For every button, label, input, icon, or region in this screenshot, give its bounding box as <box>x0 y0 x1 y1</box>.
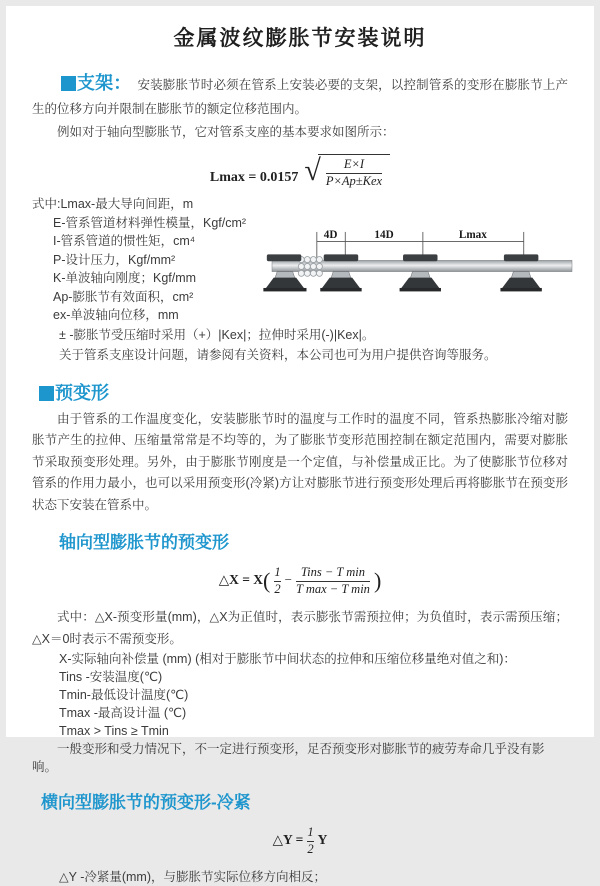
lateral-subheading: 横向型膨胀节的预变形-冷紧 <box>41 793 251 813</box>
page-title: 金属波纹膨胀节安装说明 <box>173 27 427 50</box>
definition-line: 式中:Lmax-最大导向间距，m <box>32 197 194 212</box>
formula-lateral-lhs: △Y = <box>272 832 304 848</box>
dim-label-14d: 14D <box>374 229 394 242</box>
definition-line: Ap-膨胀节有效面积，cm² <box>53 289 194 304</box>
axial-explain: 式中：△X-预变形量(mm)，△X为正值时，表示膨张节需预拉伸；为负值时，表示需预压缩；△X＝0时表示不需预变形。 <box>32 610 568 646</box>
plus-minus-note: ± -膨胀节受压缩时采用（+）|Kex|；拉伸时采用(-)|Kex|。 <box>59 327 375 342</box>
axial-definition-line: Tmax -最高设计温 (℃) <box>59 706 187 721</box>
definition-line: P-设计压力，Kgf/mm² <box>53 252 176 267</box>
axial-subheading: 轴向型膨胀节的预变形 <box>59 533 229 553</box>
bellows-icon <box>298 257 322 277</box>
pipe-support-guide <box>500 255 541 292</box>
half-fraction: $\frac{1}{2}$ <box>274 565 281 596</box>
pipe-support-diagram-svg <box>272 221 572 317</box>
document-page <box>6 6 594 884</box>
formula-axial <box>32 565 568 597</box>
half-fraction: $\frac{1}{2}$ <box>307 825 314 857</box>
temperature-fraction: $\frac{\text{Tins − T min}}{\text{T max − T min}}$ <box>295 565 370 596</box>
paren-open: ( <box>263 568 271 594</box>
pipe-support-guide <box>400 255 441 292</box>
blue-square-icon <box>39 386 54 401</box>
support-intro-paragraph <box>32 68 568 120</box>
paren-close: ) <box>373 568 382 594</box>
section-heading-predeform <box>39 379 568 405</box>
axial-note: 一般变形和受力情况下，不一定进行预变形，足否预变形对膨胀节的疲劳寿命几乎没有影响。 <box>32 742 545 775</box>
formula-lmax-lhs: Lmax = 0.0157 <box>209 170 299 186</box>
definition-line: ex-单波轴向位移，mm <box>53 308 179 323</box>
dim-label-lmax: Lmax <box>458 229 487 242</box>
definition-line: I-管系管道的惯性矩，cm⁴ <box>53 234 196 249</box>
sqrt-radical <box>304 154 390 189</box>
lateral-definition-line: △Y -冷紧量(mm)，与膨胀节实际位移方向相反； <box>59 869 327 884</box>
section-heading-support <box>61 73 132 93</box>
formula-lateral <box>32 825 568 857</box>
formula-lateral-rhs: Y <box>317 832 328 848</box>
radical-sign-icon: √ <box>304 154 321 188</box>
symbol-definitions-list <box>32 195 272 325</box>
definitions-and-diagram-row <box>32 195 568 325</box>
support-intro-text: 安装膨胀节时必须在管系上安装必要的支架，以控制管系的变形在膨胀节上产生的位移方向并限制在膨胀节的额定位移范围内。 <box>32 78 568 116</box>
pipe-support-guide <box>320 255 361 292</box>
blue-square-icon <box>61 76 76 91</box>
definition-line: E-管系管道材料弹性模量，Kgf/cm² <box>53 215 247 230</box>
axial-definition-line: X-实际轴向补偿量 (mm) (相对于膨胀节中间状态的拉伸和压缩位移量绝对值之和)： <box>59 652 516 667</box>
formula-lmax-fraction <box>326 157 382 189</box>
support-example-line: 例如对于轴向型膨胀节，它对管系支座的基本要求如图所示： <box>57 125 395 140</box>
axial-definition-line: Tmin-最低设计温度(℃) <box>59 688 189 703</box>
support-heading-label: 支架： <box>76 73 132 93</box>
formula-lmax <box>32 154 568 189</box>
dim-label-4d: 4D <box>323 229 338 242</box>
axial-definition-line: Tmax > Tins ≥ Tmin <box>59 724 169 739</box>
pipe-support-diagram <box>272 221 572 322</box>
consult-note: 关于管系支座设计问题，请参阅有关资料，本公司也可为用户提供咨询等服务。 <box>59 347 497 362</box>
formula-axial-lhs: △X = X <box>218 572 264 588</box>
fraction-denominator: P×Ap±Kex <box>325 173 383 188</box>
minus-operator: − <box>284 572 292 588</box>
axial-definition-line: Tins -安装温度(℃) <box>59 670 163 685</box>
definition-line: K-单波轴向刚度；Kgf/mm <box>53 271 197 286</box>
predeform-paragraph: 由于管系的工作温度变化，安装膨胀节时的温度与工作时的温度不同，管系热膨胀冷缩对膨胀节产生的拉伸、压缩量常常是不均等的，为了膨胀节变形范围控制在额定范围内，需要对膨胀节采取预变形处理。另外，由于膨胀节刚度是一个定值，与补偿量成正比。为了使膨胀节位移对管系的作用力最小，也可以采用预变形(冷紧)方让对膨胀节进行预变形处理后再将膨胀节在预变形状态下安装在管系中。 <box>32 411 568 512</box>
fraction-numerator: E×I <box>343 156 365 171</box>
predeform-heading-label: 预变形 <box>55 382 109 403</box>
